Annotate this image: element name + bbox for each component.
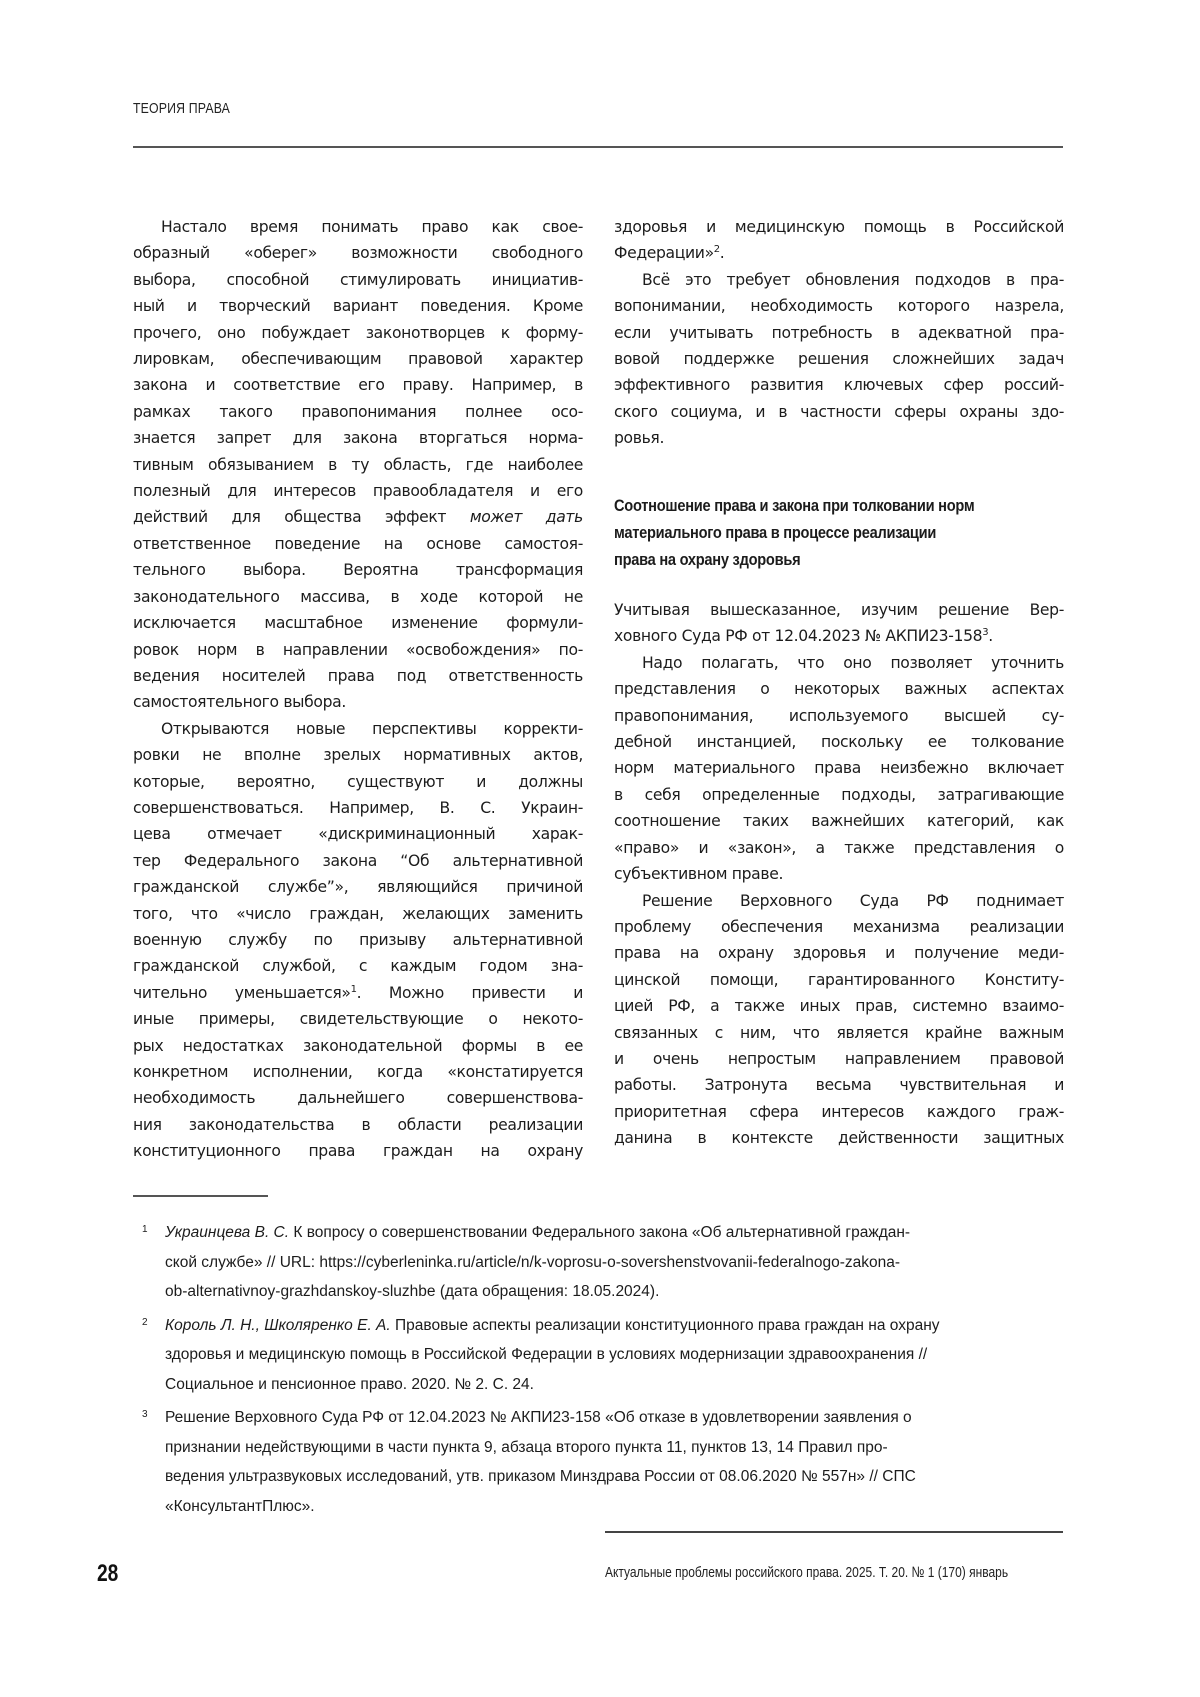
text-line: образный «оберег» возможности свободного <box>133 244 583 263</box>
footnotes <box>133 1218 1063 1521</box>
section-heading <box>614 492 1064 573</box>
text-line: полезный для интересов правообладателя и его <box>133 482 583 501</box>
text-line: Надо полагать, что оно позволяет уточнить <box>642 653 1064 672</box>
text-line: знается запрет для закона вторгаться норма- <box>133 429 583 448</box>
footnote-number: 3 <box>142 1409 148 1420</box>
text-line: права на охрану здоровья и получение меди- <box>614 944 1064 963</box>
spacer <box>614 478 1064 492</box>
footnote-1 <box>133 1218 1063 1307</box>
footnote-number: 1 <box>142 1224 148 1235</box>
footnote-url-line[interactable]: ской службе» // URL: https://cyberleninka.ru/article/n/k-voprosu-o-sovershenstvovanii-federalnogo-zakona- <box>165 1253 901 1271</box>
heading-line: Соотношение права и закона при толковании норм <box>614 496 975 516</box>
italic-phrase: может дать <box>469 508 584 527</box>
text-line: правопонимания, используемого высшей су- <box>614 706 1064 725</box>
text-line: ния законодательства в области реализации <box>133 1115 583 1134</box>
text-line: конкретном исполнении, когда «констатируется <box>133 1063 583 1081</box>
spacer <box>614 573 1064 597</box>
text-line: конституционного права граждан на охрану <box>133 1142 583 1161</box>
text-line: ведения носителей права под ответственность <box>133 666 583 685</box>
text-line: рых недостатках законодательной формы в ее <box>133 1036 583 1055</box>
footnote-line: здоровья и медицинскую помощь в Российской Федерации в условиях модернизации здравоохранения // <box>165 1346 928 1363</box>
text-line: гражданской службе”», являющийся причиной <box>133 878 583 897</box>
text-segment: чительно уменьшается» <box>133 983 351 1002</box>
text-line-with-footnote: ховного Суда РФ от 12.04.2023 № $АКПИ23-158^3$. <box>614 627 993 646</box>
text-line: ского социума, и в частности сферы охраны здо- <box>614 402 1064 421</box>
text-line: цией РФ, а также иных прав, системно взаимо- <box>614 997 1064 1016</box>
text-line: связанных с ним, что является крайне важным <box>614 1023 1064 1042</box>
header-divider <box>133 146 1063 148</box>
text-line: Всё это требует обновления подходов в пра- <box>642 270 1064 289</box>
footnote-number: 2 <box>142 1316 148 1328</box>
text-line: тер Федерального закона “Об альтернативной <box>133 851 583 870</box>
text-line: ный и творческий вариант поведения. Кроме <box>133 297 583 316</box>
footnote-line: Решение Верховного Суда РФ от 12.04.2023 № АКПИ23-158 «Об отказе в удовлетворении заявления о <box>165 1409 912 1426</box>
text-line: ровки не вполне зрелых нормативных актов, <box>133 746 583 765</box>
footnote-2 <box>133 1311 1063 1400</box>
text-segment: ховного Суда РФ от 12.04.2023 № АКПИ23-158 <box>614 627 983 646</box>
text-line: данина в контексте действенности защитных <box>614 1129 1064 1148</box>
text-line: которые, вероятно, существуют и должны <box>133 772 583 791</box>
footnote-line: ob-alternativnoy-grazhdanskoy-sluzhbe (дата обращения: 18.05.2024). <box>165 1283 660 1300</box>
footnote-ref-1[interactable]: 1 <box>350 983 357 995</box>
text-line-with-italic <box>133 504 583 530</box>
text-line: ответственное поведение на основе самостоя- <box>133 534 583 553</box>
footnote-line <box>165 1311 1063 1341</box>
text-line: Решение Верховного Суда РФ поднимает <box>642 891 1064 910</box>
footnote-divider <box>133 1195 268 1197</box>
text-line-with-footnote <box>133 980 583 1006</box>
text-line: вопонимании, необходимость которого назрела, <box>614 297 1064 316</box>
text-line: прочего, оно побуждает законотворцев к форму- <box>133 323 583 342</box>
text-line: приоритетная сфера интересов каждого граж- <box>614 1102 1064 1121</box>
footnote-3 <box>133 1403 1063 1521</box>
text-line: субъективном праве. <box>614 865 784 884</box>
text-line: тельного выбора. Вероятна трансформация <box>133 561 583 580</box>
footnote-author: Король Л. Н., Школяренко Е. А. <box>165 1316 391 1334</box>
text-line: в себя определенные подходы, затрагивающие <box>614 785 1064 804</box>
text-line: здоровья и медицинскую помощь в Российской <box>614 218 1064 236</box>
footnote-line: «КонсультантПлюс». <box>165 1497 315 1515</box>
text-line: гражданской службой, с каждым годом зна- <box>133 957 583 976</box>
text-line: тивным обязыванием в ту область, где наиболее <box>133 455 583 474</box>
text-segment: К вопросу о совершенствовании Федерального закона «Об альтернативной граждан- <box>289 1224 911 1241</box>
footnote-line: ведения ультразвуковых исследований, утв. приказом Минздрава России от 08.06.2020 № 557н» // СПС <box>165 1468 916 1485</box>
text-line: проблему обеспечения механизма реализации <box>614 917 1064 936</box>
text-line: цинской помощи, гарантированного Конститу- <box>614 970 1064 989</box>
text-line: представления о некоторых важных аспектах <box>614 680 1064 699</box>
text-line-with-footnote: Федерации»$^2$. <box>614 244 725 263</box>
text-segment: Федерации» <box>614 244 714 263</box>
footnote-ref-2[interactable]: 2 <box>713 244 720 256</box>
journal-citation: Актуальные проблемы российского права. 2025. Т. 20. № 1 (170) январь <box>605 1564 1009 1581</box>
right-column <box>614 214 1064 1152</box>
footnote-line <box>165 1218 1063 1248</box>
text-line: необходимость дальнейшего совершенствова- <box>133 1089 583 1108</box>
text-line: исключается масштабное изменение формули- <box>133 614 583 633</box>
text-line: цева отмечает «дискриминационный харак- <box>133 825 583 844</box>
text-line: военную службу по призыву альтернативной <box>133 930 583 949</box>
footnote-ref-3[interactable]: 3 <box>982 627 989 639</box>
footnote-line: признании недействующими в части пункта 9, абзаца второго пункта 11, пунктов 13, 14 Правил про- <box>165 1438 888 1456</box>
text-line: самостоятельного выбора. <box>133 693 346 712</box>
text-line: и очень непростым направлением правовой <box>614 1049 1064 1068</box>
text-line: вовой поддержке решения сложнейших задач <box>614 350 1064 369</box>
left-column <box>133 214 583 1165</box>
text-segment: Правовые аспекты реализации конституционного права граждан на охрану <box>390 1316 940 1334</box>
text-line: норм материального права неизбежно включает <box>614 759 1064 778</box>
text-line: дебной инстанцией, поскольку ее толкование <box>614 733 1064 752</box>
text-line: Открываются новые перспективы корректи- <box>161 719 583 738</box>
text-line: закона и соответствие его праву. Например, в <box>133 376 583 395</box>
text-line: законодательного массива, в ходе которой не <box>133 587 583 606</box>
text-line: «право» и «закон», а также представления о <box>614 838 1064 857</box>
text-segment: действий для общества эффект <box>133 508 470 527</box>
text-line: эффективного развития ключевых сфер россий- <box>614 376 1064 395</box>
text-line: работы. Затронута весьма чувствительная и <box>614 1076 1064 1095</box>
text-line: совершенствоваться. Например, В. С. Украин- <box>133 798 583 817</box>
footnote-line: Социальное и пенсионное право. 2020. № 2. С. 24. <box>165 1375 534 1393</box>
text-line: рамках такого правопонимания полнее осо- <box>133 402 583 421</box>
text-line: ровья. <box>614 429 665 448</box>
text-line: ровок норм в направлении «освобождения» по- <box>133 640 583 659</box>
running-head-section: ТЕОРИЯ ПРАВА <box>133 100 231 117</box>
text-segment: . Можно привести и <box>356 983 583 1002</box>
text-line: соотношение таких важнейших категорий, как <box>614 812 1064 831</box>
heading-line: материального права в процессе реализации <box>614 523 937 543</box>
footer-divider <box>605 1531 1063 1533</box>
text-line: иные примеры, свидетельствующие о некото- <box>133 1010 583 1029</box>
footnote-author: Украинцева В. С. <box>165 1224 290 1241</box>
text-line: Учитывая вышесказанное, изучим решение Вер- <box>614 601 1064 620</box>
text-line: если учитывать потребность в адекватной пра- <box>614 323 1064 342</box>
spacer <box>614 452 1064 478</box>
text-line: выбора, способной стимулировать инициатив- <box>133 270 583 289</box>
heading-line: права на охрану здоровья <box>614 550 801 570</box>
text-line: Настало время понимать право как свое- <box>161 218 583 236</box>
text-line: лировкам, обеспечивающим правовой характер <box>133 350 583 369</box>
page-number: 28 <box>97 1560 119 1587</box>
text-line: того, что «число граждан, желающих заменить <box>133 904 583 923</box>
